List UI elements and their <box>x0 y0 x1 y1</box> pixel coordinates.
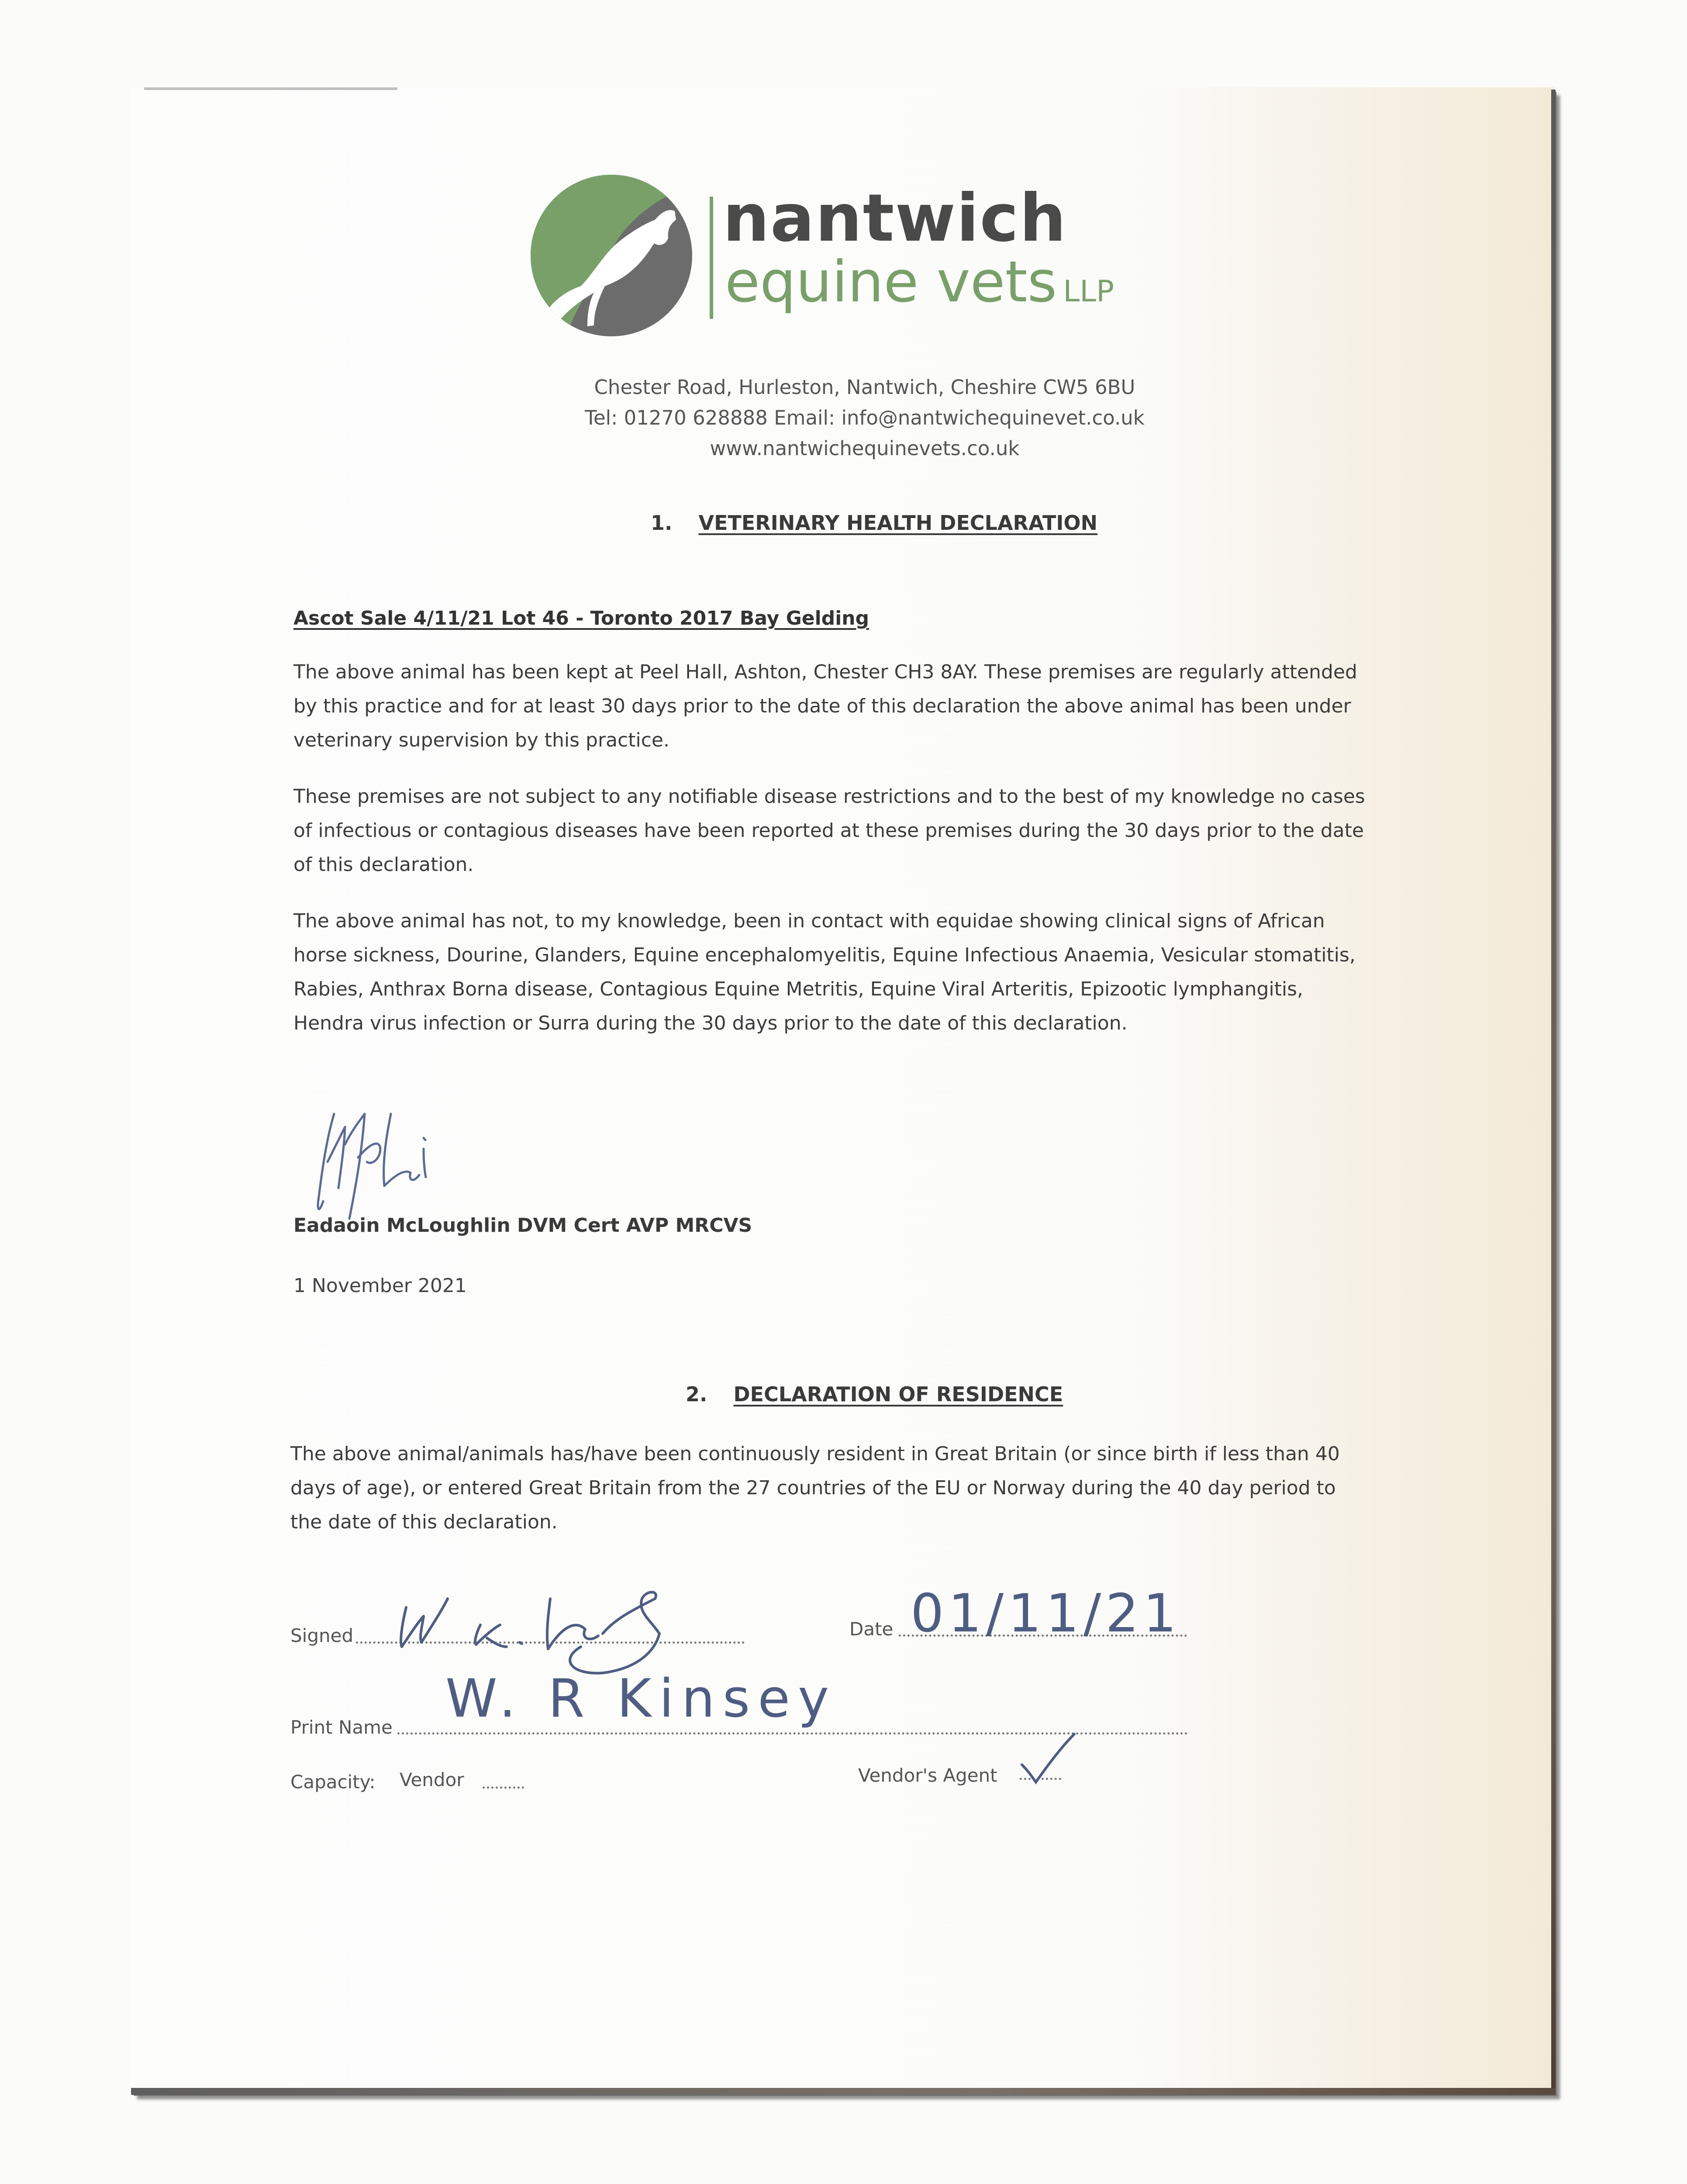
paper-edge-right <box>1551 90 1556 2092</box>
health-paragraph-1: The above animal has been kept at Peel Hall, Ashton, Chester CH3 8AY. These premises are regularly attended by this practice and for at least 30 days prior to the date of this declaration the above animal has been under veterinary supervision by this practice. <box>293 661 1357 751</box>
paper-edge-top <box>144 87 397 90</box>
vet-signature <box>293 1096 511 1227</box>
horse-jumping-logo-icon <box>528 168 694 343</box>
contact-address: Chester Road, Hurleston, Nantwich, Cheshire CW5 6BU <box>594 376 1135 399</box>
vet-declaration-date: 1 November 2021 <box>293 1275 467 1297</box>
section-2-number: 2. <box>686 1382 707 1406</box>
contact-website: www.nantwichequinevets.co.uk <box>710 437 1020 460</box>
handwritten-date: 01/11/21 <box>911 1583 1181 1644</box>
capacity-label: Capacity: <box>290 1771 376 1793</box>
contact-tel-email: Tel: 01270 628888 Email: info@nantwichequinevet.co.uk <box>585 406 1145 429</box>
signed-label: Signed <box>290 1625 354 1646</box>
capacity-agent-option: Vendor's Agent <box>858 1765 997 1786</box>
residence-paragraph: The above animal/animals has/have been continuously resident in Great Britain (or since birth if less than 40 days of age), or entered Great Britain from the 27 countries of the EU or Norway during the 40 day period to the date of this declaration. <box>290 1443 1340 1533</box>
section-2-heading <box>686 1382 1063 1406</box>
sale-subject-line: Ascot Sale 4/11/21 Lot 46 - Toronto 2017 Bay Gelding <box>293 607 869 629</box>
logo-subtitle <box>725 249 1114 315</box>
check-mark-icon <box>1018 1730 1079 1787</box>
date-label: Date <box>849 1618 894 1640</box>
handwritten-print-name: W. R Kinsey <box>445 1669 837 1729</box>
health-paragraph-2: These premises are not subject to any notifiable disease restrictions and to the best of my knowledge no cases of infectious or contagious diseases have been reported at these premises during the 30 days prior to the date of this declaration. <box>293 785 1365 876</box>
section-1-heading <box>651 511 1097 535</box>
health-paragraph-3: The above animal has not, to my knowledge, been in contact with equidae showing clinical signs of African horse sickness, Dourine, Glanders, Equine encephalomyelitis, Equine Infectious Anaemia, Vesicular stomatitis, Rabies, Anthrax Borna disease, Contagious Equine Metritis, Equine Viral Arteritis, Epizootic lymphangitis, Hendra virus infection or Surra during the 30 days prior to the date of this declaration. <box>293 910 1356 1034</box>
section-1-number: 1. <box>651 511 673 535</box>
vet-signatory-name: Eadaoin McLoughlin DVM Cert AVP MRCVS <box>293 1214 752 1237</box>
logo-name: nantwich <box>723 180 1067 256</box>
logo-subtitle-text: equine vets <box>725 249 1057 315</box>
print-name-label: Print Name <box>290 1717 393 1738</box>
paper-edge-bottom <box>131 2088 1556 2095</box>
vendor-signature <box>376 1572 707 1682</box>
logo-divider <box>710 197 713 319</box>
section-1-title: VETERINARY HEALTH DECLARATION <box>698 511 1098 535</box>
section-2-title: DECLARATION OF RESIDENCE <box>733 1382 1063 1406</box>
vendor-checkbox-line <box>483 1787 524 1789</box>
capacity-vendor-option: Vendor <box>400 1769 464 1790</box>
logo-suffix: LLP <box>1063 274 1114 309</box>
